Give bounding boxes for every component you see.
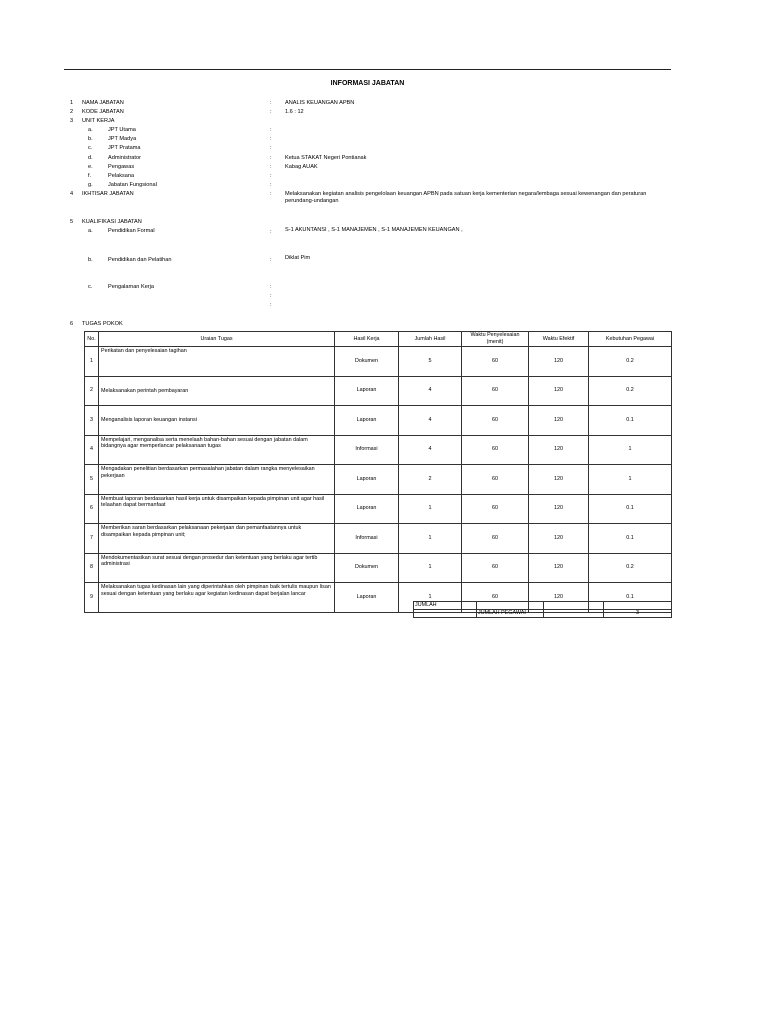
cell-efektif: 120 [529,553,589,583]
table-header-row [85,332,672,347]
unit-label-jabatan-fungsional: Jabatan Fungsional [108,182,157,188]
cell-kebutuhan: 0.2 [589,376,672,406]
field-label-unit-kerja: UNIT KERJA [82,118,115,124]
kualifikasi-label-pendidikan-formal: Pendidikan Formal [108,228,155,234]
cell-no: 5 [85,465,99,495]
field-num: 2 [70,109,74,115]
cell-uraian: Mendokumentasikan surat sesuai dengan prosedur dan ketentuan yang berlaku agar tertib administrasi [99,553,335,583]
cell-jumlah: 4 [399,376,462,406]
cell-efektif: 120 [529,376,589,406]
cell-waktu: 60 [462,376,529,406]
cell-no: 9 [85,583,99,613]
cell-hasil: Laporan [335,583,399,613]
unit-label-jpt-pratama: JPT Pratama [108,145,141,151]
cell-hasil: Laporan [335,406,399,436]
cell-kebutuhan: 0.2 [589,553,672,583]
cell-jumlah: 5 [399,347,462,377]
table-row [85,347,672,377]
field-value-kode-jabatan: 1.6 : 12 [285,109,304,115]
field-value-nama-jabatan: ANALIS KEUANGAN APBN [285,100,355,106]
cell-waktu: 60 [462,347,529,377]
table-row [85,435,672,465]
unit-label-jpt-madya: JPT Madya [108,136,137,142]
header-kebutuhan: Kebutuhan Pegawai [589,332,672,347]
header-hasil: Hasil Kerja [335,332,399,347]
kualifikasi-letter: c. [88,284,93,290]
unit-colon: : [270,127,272,133]
cell-jumlah: 1 [399,583,462,613]
cell-hasil: Laporan [335,376,399,406]
field-colon: : [270,109,272,115]
kualifikasi-label-diklat: Pendidikan dan Pelatihan [108,257,172,263]
jumlah-cell [544,602,604,610]
unit-colon: : [270,164,272,170]
cell-uraian: Memberikan saran berdasarkan pelaksanaan pekerjaan dan pemanfaatannya untuk disampaikan kepada pimpinan unit; [99,524,335,554]
cell-efektif: 120 [529,347,589,377]
unit-letter: b. [88,136,93,142]
table-row [85,524,672,554]
cell-jumlah: 1 [399,524,462,554]
cell-jumlah: 2 [399,465,462,495]
unit-label-pengawas: Pengawas [108,164,135,170]
field-label-nama-jabatan: NAMA JABATAN [82,100,124,106]
cell-efektif: 120 [529,524,589,554]
unit-colon: : [270,136,272,142]
field-num: 5 [70,219,74,225]
cell-no: 8 [85,553,99,583]
header-no: No. [85,332,99,347]
table-row [85,494,672,524]
unit-label-jpt-utama: JPT Utama [108,127,136,133]
unit-letter: c. [88,145,93,151]
cell-waktu: 60 [462,524,529,554]
cell-kebutuhan: 0.2 [589,347,672,377]
unit-letter: e. [88,164,93,170]
header-uraian: Uraian Tugas [99,332,335,347]
unit-letter: a. [88,127,93,133]
header-jumlah: Jumlah Hasil [399,332,462,347]
cell-efektif: 120 [529,583,589,613]
cell-efektif: 120 [529,435,589,465]
unit-value-pengawas: Kabag AUAK [285,164,318,170]
kualifikasi-label-pengalaman: Pengalaman Kerja [108,284,155,290]
jumlah-pegawai-row [414,610,672,618]
cell-hasil: Laporan [335,465,399,495]
field-num: 6 [70,321,74,327]
jumlah-pegawai-empty [414,610,477,618]
kualifikasi-colon: : [270,284,272,290]
header-waktu-efektif: Waktu Efektif [529,332,589,347]
header-waktu-penyelesaian: Waktu Penyelesaian (menit) [462,332,529,347]
field-value-ikhtisar: Melaksanakan kegiatan analisis pengelolaan keuangan APBN pada satuan kerja kementerian negara/lembaga sesuai kewenangan dan peraturan perundang-undangan [285,191,647,204]
cell-kebutuhan: 1 [589,465,672,495]
kualifikasi-colon: : [270,293,272,299]
tugas-pokok-table [84,331,672,613]
field-label-kualifikasi: KUALIFIKASI JABATAN [82,219,142,225]
cell-jumlah: 1 [399,494,462,524]
cell-jumlah: 1 [399,553,462,583]
cell-hasil: Informasi [335,524,399,554]
unit-colon: : [270,145,272,151]
cell-kebutuhan: 0.1 [589,406,672,436]
cell-uraian: Melaksanakan tugas kedinasan lain yang diperintahkan oleh pimpinan baik tertulis maupun lisan sesuai dengan ketentuan yang berlaku agar kegiatan kedinasan dapat berjalan lancar [99,583,335,613]
summary-table [413,601,672,618]
unit-letter: f. [88,173,92,179]
unit-colon: : [270,182,272,188]
field-label-ikhtisar: IKHTISAR JABATAN [82,191,134,197]
field-label-tugas-pokok: TUGAS POKOK [82,321,123,327]
field-num: 3 [70,118,74,124]
table-row [85,553,672,583]
unit-colon: : [270,173,272,179]
cell-waktu: 60 [462,406,529,436]
cell-uraian: Mengadakan penelitian berdasarkan permasalahan jabatan dalam rangka menyelesaikan pekerjaan [99,465,335,495]
kualifikasi-letter: a. [88,228,93,234]
cell-kebutuhan: 0.1 [589,524,672,554]
field-label-kode-jabatan: KODE JABATAN [82,109,124,115]
page-title: INFORMASI JABATAN [330,80,405,87]
kualifikasi-value-pendidikan-formal: S-1 AKUNTANSI , S-1 MANAJEMEN , S-1 MANAJEMEN KEUANGAN , [285,227,463,233]
unit-colon: : [270,155,272,161]
cell-no: 6 [85,494,99,524]
table-row [85,465,672,495]
cell-jumlah: 4 [399,406,462,436]
cell-waktu: 60 [462,583,529,613]
field-num: 1 [70,100,74,106]
cell-waktu: 60 [462,553,529,583]
cell-uraian: Perikatan dan penyelesaian tagihan [99,347,335,377]
cell-uraian: Mempelajari, menganalisa serta menelaah bahan-bahan sesuai dengan jabatan dalam bidangnya agar memperlancar pelaksanaan tugas [99,435,335,465]
kualifikasi-colon: : [270,302,272,308]
jumlah-pegawai-value: 3 [604,610,672,618]
cell-no: 1 [85,347,99,377]
cell-kebutuhan: 1 [589,435,672,465]
cell-efektif: 120 [529,465,589,495]
unit-letter: g. [88,182,93,188]
kualifikasi-value-diklat: Diklat Pim [285,255,311,261]
cell-no: 3 [85,406,99,436]
cell-kebutuhan: 0.1 [589,494,672,524]
jumlah-cell [604,602,672,610]
jumlah-pegawai-label: JUMLAH PEGAWAI [477,610,544,618]
cell-no: 7 [85,524,99,554]
cell-kebutuhan: 0.1 [589,583,672,613]
unit-label-administrator: Administrator [108,155,141,161]
jumlah-label: JUMLAH [414,602,477,610]
unit-value-administrator: Ketua STAKAT Negeri Pontianak [285,155,367,161]
cell-hasil: Dokumen [335,553,399,583]
cell-efektif: 120 [529,406,589,436]
cell-waktu: 60 [462,465,529,495]
kualifikasi-letter: b. [88,257,93,263]
jumlah-cell [477,602,544,610]
cell-hasil: Dokumen [335,347,399,377]
cell-uraian: Melaksanakan perintah pembayaran [99,376,335,406]
field-colon: : [270,191,272,197]
cell-jumlah: 4 [399,435,462,465]
cell-uraian: Membuat laporan berdasarkan hasil kerja untuk disampaikan kepada pimpinan unit agar hasil telaahan dapat bermanfaat [99,494,335,524]
cell-hasil: Laporan [335,494,399,524]
cell-uraian: Menganalisis laporan keuangan instansi [99,406,335,436]
cell-hasil: Informasi [335,435,399,465]
field-colon: : [270,100,272,106]
jumlah-pegawai-empty [544,610,604,618]
cell-efektif: 120 [529,494,589,524]
jumlah-row [414,602,672,610]
unit-label-pelaksana: Pelaksana [108,173,135,179]
kualifikasi-colon: : [270,229,272,235]
top-divider [64,69,671,70]
cell-no: 4 [85,435,99,465]
cell-no: 2 [85,376,99,406]
cell-waktu: 60 [462,494,529,524]
table-row [85,406,672,436]
unit-letter: d. [88,155,93,161]
kualifikasi-colon: : [270,257,272,263]
table-row [85,376,672,406]
field-num: 4 [70,191,74,197]
cell-waktu: 60 [462,435,529,465]
